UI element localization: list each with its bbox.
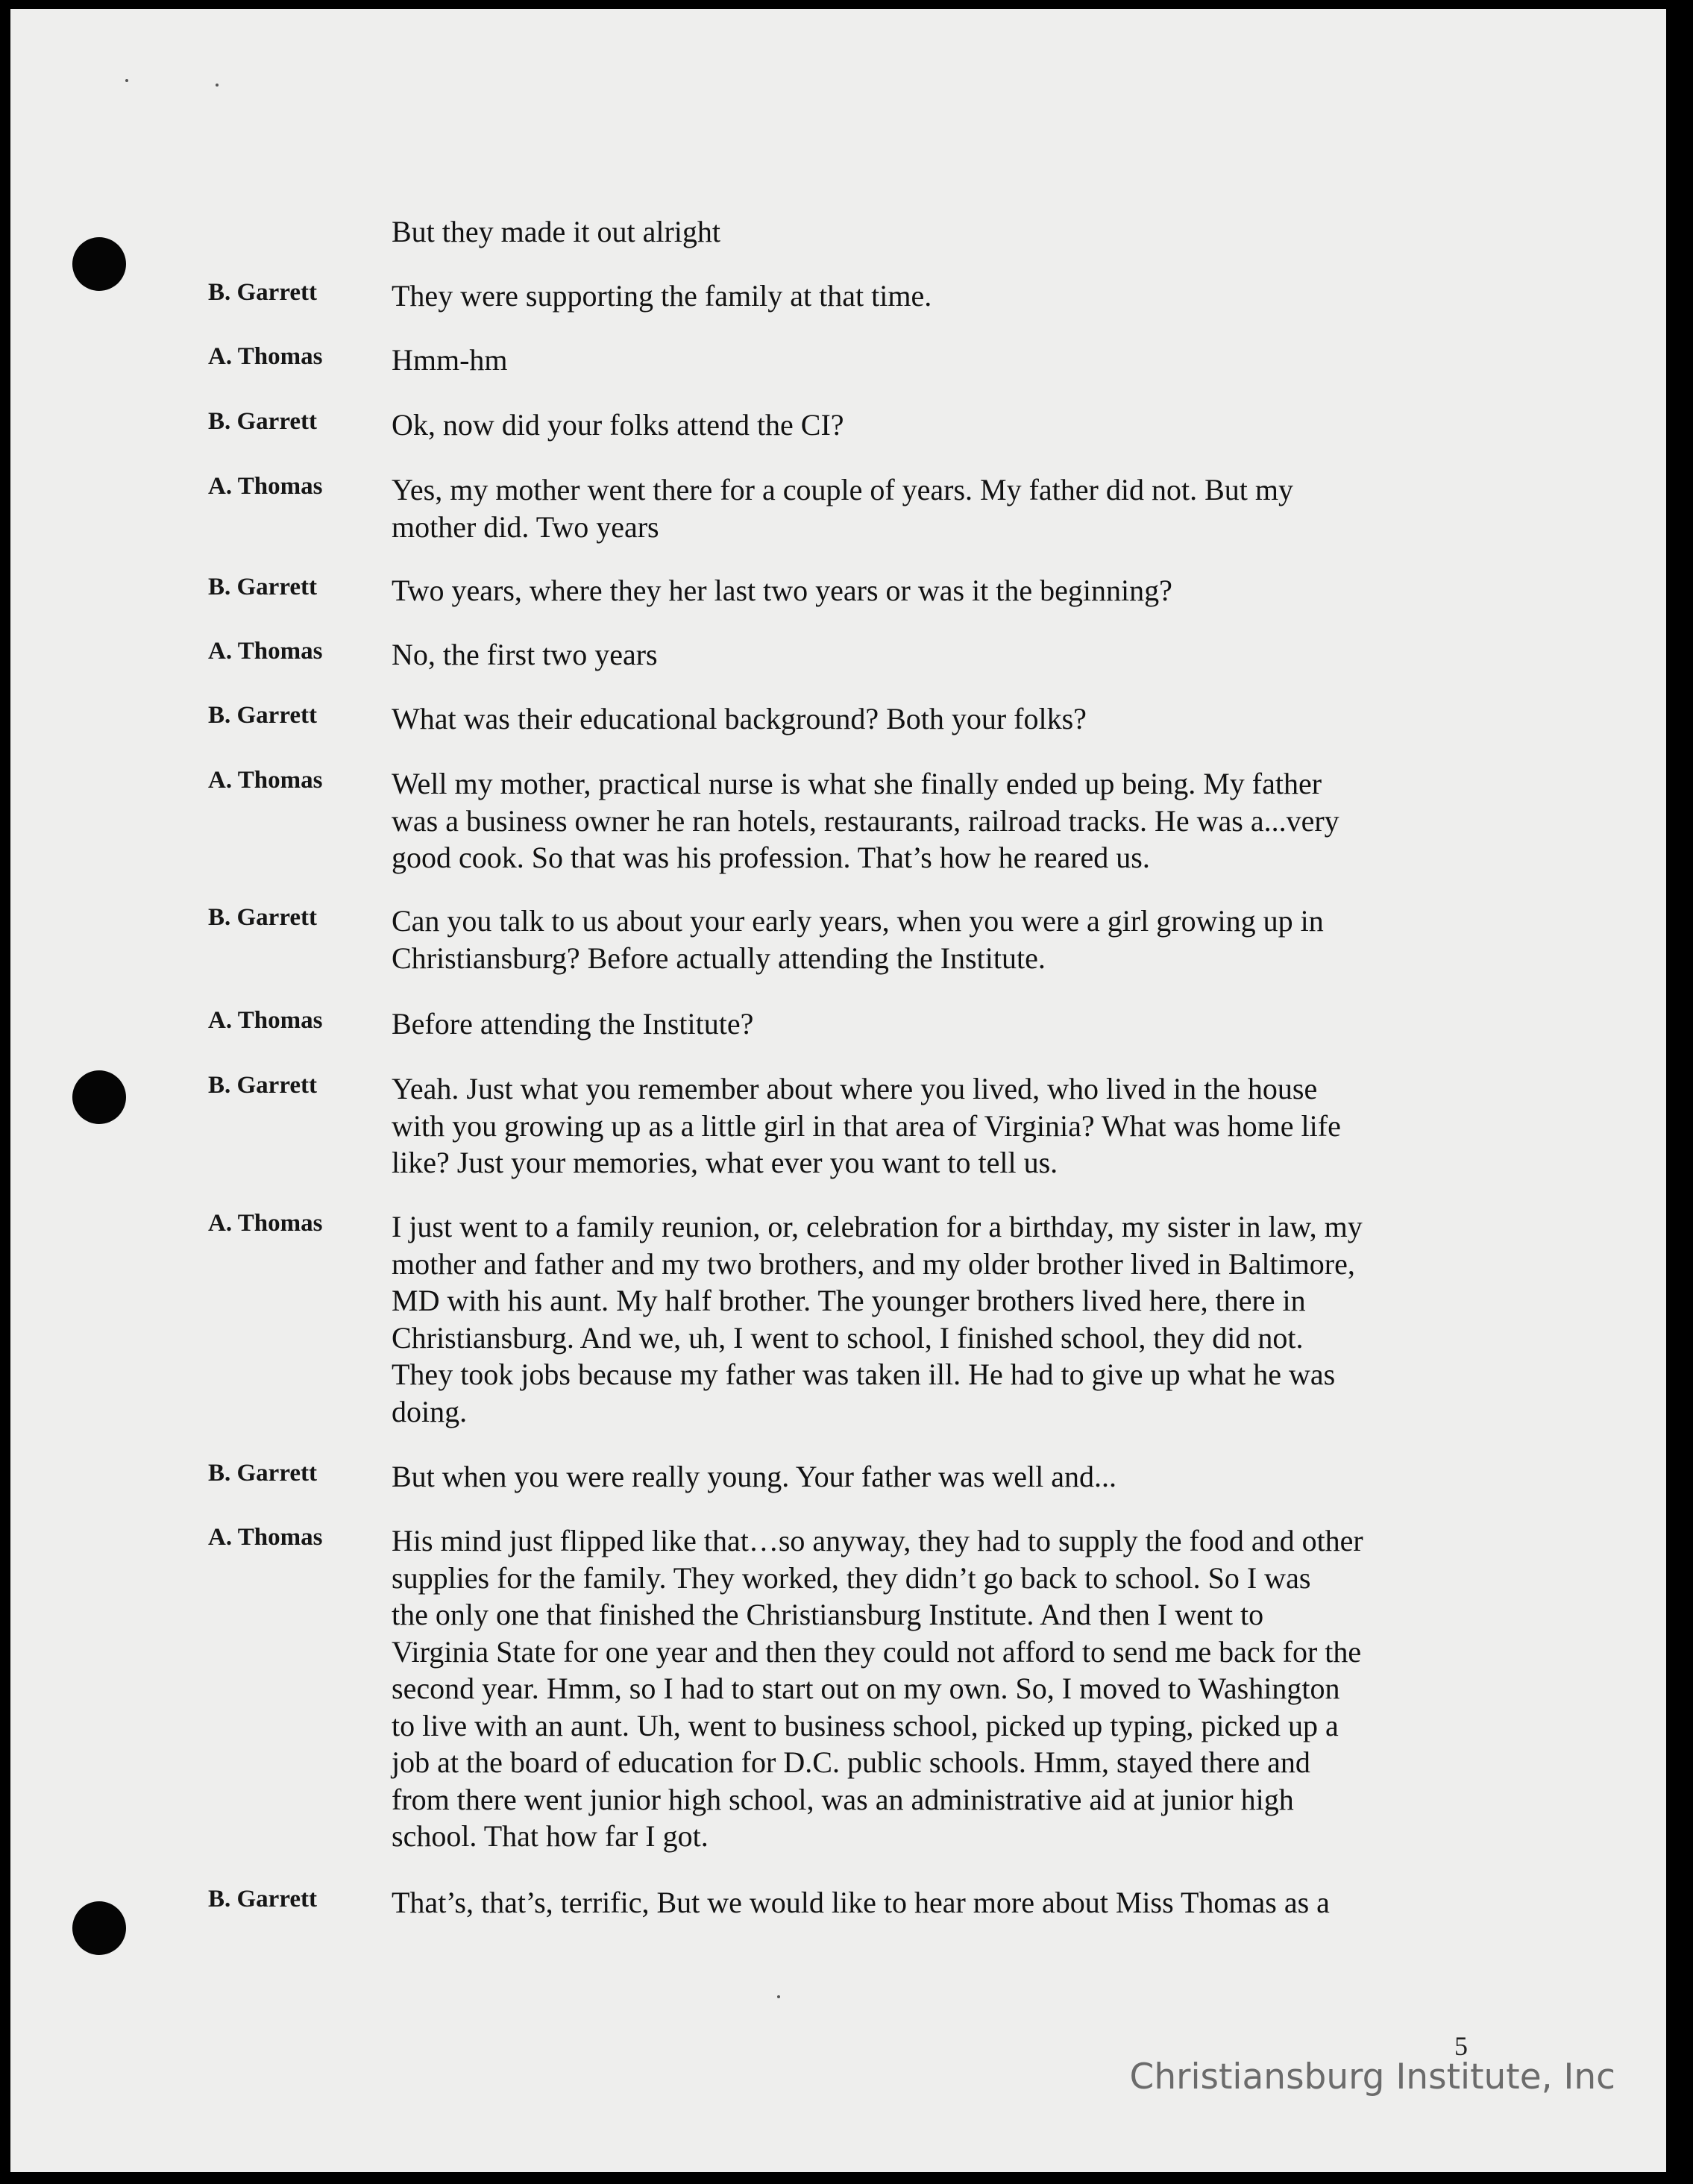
speaker-label: B. Garrett — [208, 574, 318, 600]
utterance-text: Well my mother, practical nurse is what she finally ended up being. My father was a business owner he ran hotels, restaurants, railroad tracks. He was a...very good cook. So that was his profession. That’s how he reared us. — [392, 767, 1339, 874]
speaker-label: A. Thomas — [208, 1210, 323, 1237]
utterance-text: Can you talk to us about your early years, when you were a girl growing up in Christiansburg? Before actually attending the Institute. — [392, 904, 1324, 975]
utterance-text: His mind just flipped like that…so anyway, they had to supply the food and other supplies for the family. They worked, they didn’t go back to school. So I was the only one that finished the Christiansburg Institute. And then I went to Virginia State for one year and then they could not afford to send me back for the second year. Hmm, so I had to start out on my own. So, I moved to Washington to live with an aunt. Uh, went to business school, picked up typing, picked up a job at the board of education for D.C. public schools. Hmm, stayed there and from there went junior high school, was an administrative aid at junior high school. That how far I got. — [392, 1524, 1363, 1853]
archive-watermark: Christiansburg Institute, Inc — [1129, 2056, 1615, 2097]
utterance-text: But they made it out alright — [392, 215, 721, 248]
utterance-text: No, the first two years — [392, 638, 658, 671]
utterance-text: Hmm-hm — [392, 343, 508, 377]
speaker-label: B. Garrett — [208, 279, 318, 306]
speaker-label: A. Thomas — [208, 473, 323, 500]
speaker-label: A. Thomas — [208, 638, 323, 665]
utterance-text: Yes, my mother went there for a couple of years. My father did not. But my mother did. Two years — [392, 473, 1294, 544]
utterance-text: Two years, where they her last two years or was it the beginning? — [392, 574, 1172, 607]
utterance-text: What was their educational background? Both your folks? — [392, 702, 1087, 735]
speaker-label: B. Garrett — [208, 1072, 318, 1099]
utterance-text: That’s, that’s, terrific, But we would like to hear more about Miss Thomas as a — [392, 1886, 1330, 1919]
utterance-text: But when you were really young. Your father was well and... — [392, 1460, 1117, 1493]
speaker-label: A. Thomas — [208, 343, 323, 370]
speaker-label: B. Garrett — [208, 904, 318, 931]
page-number: 5 — [1454, 2031, 1468, 2061]
utterance-text: Yeah. Just what you remember about where you lived, who lived in the house with you growing up as a little girl in that area of Virginia? What was home life like? Just your memories, what ever you want to tell us. — [392, 1072, 1341, 1179]
utterance-text: They were supporting the family at that time. — [392, 279, 932, 313]
utterance-text: Before attending the Institute? — [392, 1007, 754, 1041]
speaker-label: B. Garrett — [208, 1460, 318, 1487]
speaker-label: B. Garrett — [208, 1886, 318, 1912]
utterance-text: I just went to a family reunion, or, celebration for a birthday, my sister in law, my mother and father and my two brothers, and my older brother lived in Baltimore, MD with his aunt. My half brother. The younger brothers lived here, there in Christiansburg. And we, uh, I went to school, I finished school, they did not. They took jobs because my father was taken ill. He had to give up what he was doing. — [392, 1210, 1363, 1428]
speaker-label: A. Thomas — [208, 1007, 323, 1034]
speaker-label: B. Garrett — [208, 702, 318, 729]
utterance-text: Ok, now did your folks attend the CI? — [392, 408, 844, 442]
speaker-label: A. Thomas — [208, 767, 323, 794]
speaker-label: B. Garrett — [208, 408, 318, 435]
speaker-label: A. Thomas — [208, 1524, 323, 1551]
